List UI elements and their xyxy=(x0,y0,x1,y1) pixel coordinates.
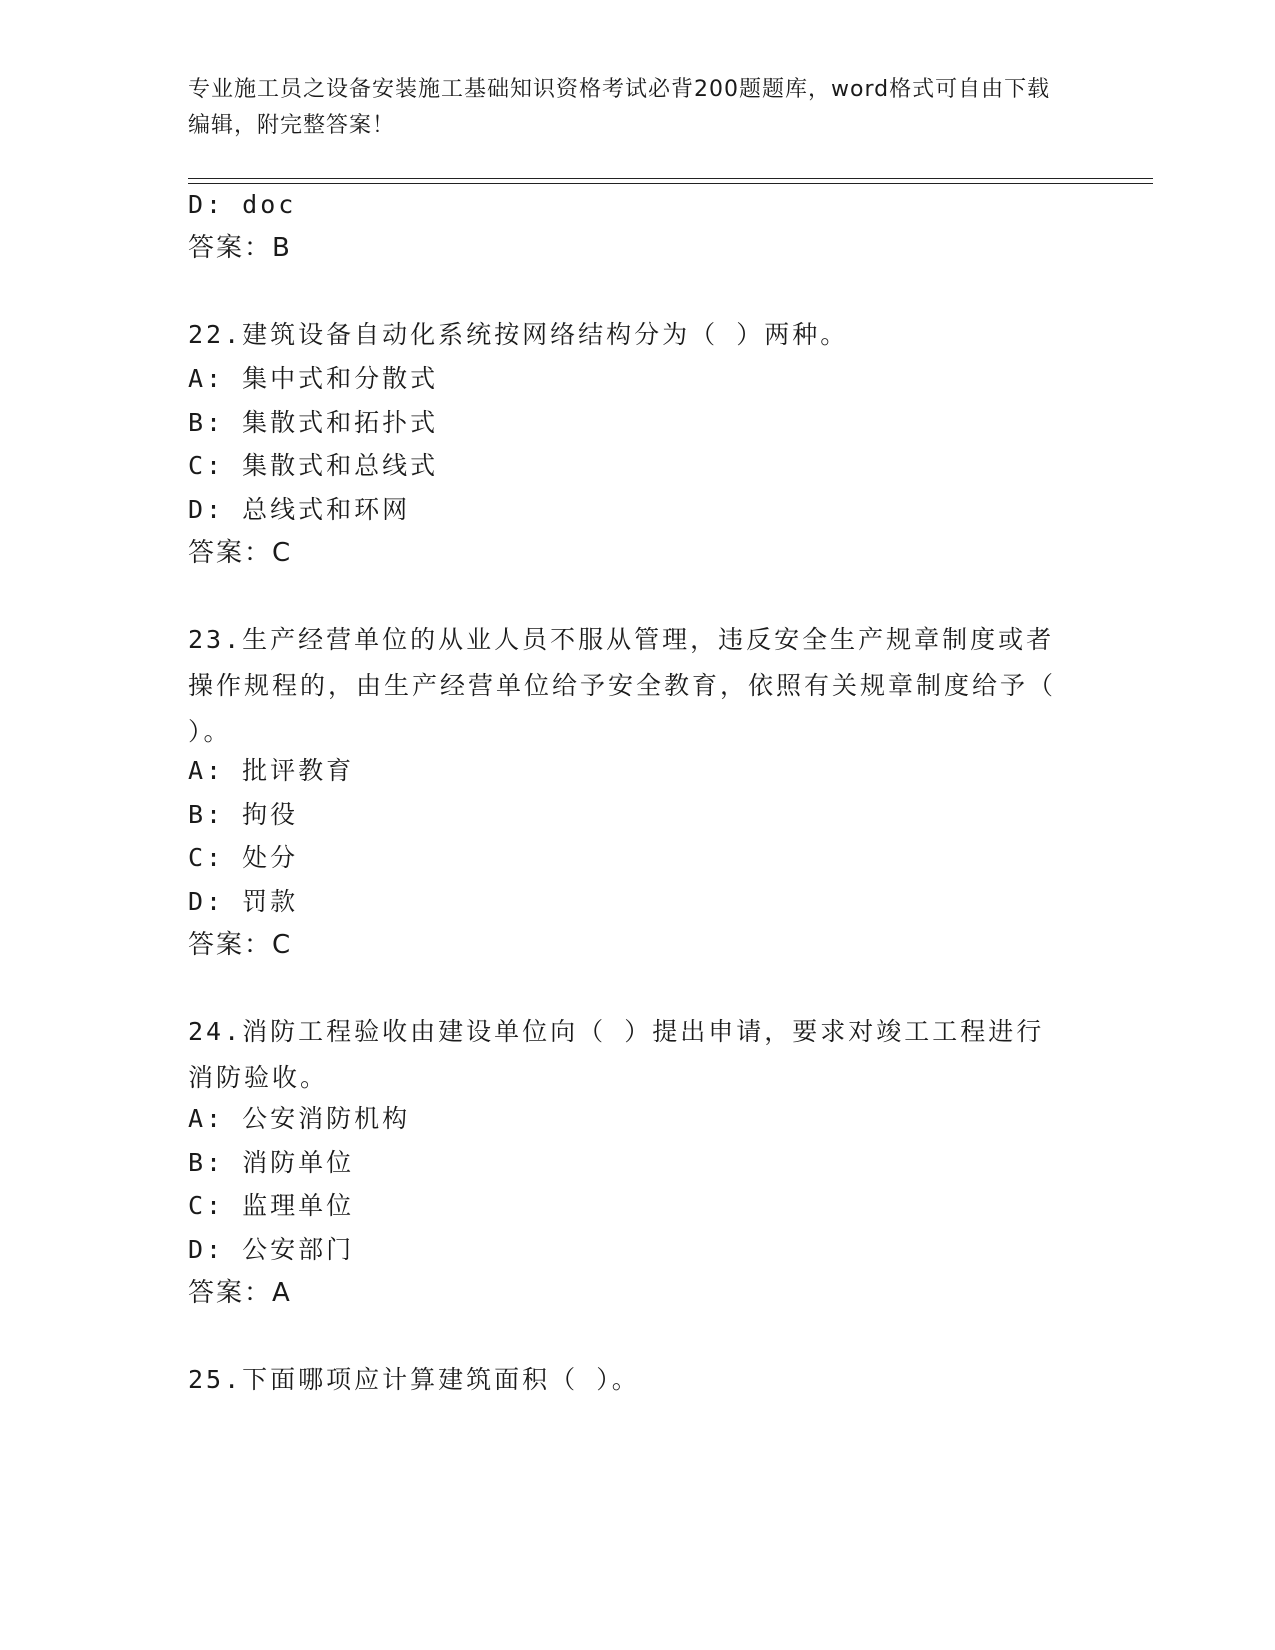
question-23-option-b: B: 拘役 xyxy=(188,800,299,829)
question-24-answer: 答案：A xyxy=(188,1278,292,1308)
question-22-answer: 答案：C xyxy=(188,538,293,568)
header-divider-bottom xyxy=(188,183,1153,184)
question-24-option-c: C: 监理单位 xyxy=(188,1191,355,1220)
question-22-stem: 22.建筑设备自动化系统按网络结构分为（ ）两种。 xyxy=(188,320,849,349)
question-24-stem: 24.消防工程验收由建设单位向（ ）提出申请，要求对竣工工程进行消防验收。 xyxy=(188,1017,1045,1092)
prev-answer: 答案：B xyxy=(188,233,292,263)
question-23-option-c: C: 处分 xyxy=(188,843,299,872)
question-24-option-b: B: 消防单位 xyxy=(188,1148,355,1177)
question-22-option-d: D: 总线式和环网 xyxy=(188,495,411,524)
question-22-option-a: A: 集中式和分散式 xyxy=(188,364,439,393)
question-22-option-c: C: 集散式和总线式 xyxy=(188,451,439,480)
question-25-stem: 25.下面哪项应计算建筑面积（ ）。 xyxy=(188,1365,640,1394)
question-23-option-a: A: 批评教育 xyxy=(188,756,355,785)
question-24-option-a: A: 公安消防机构 xyxy=(188,1104,411,1133)
question-23-answer: 答案：C xyxy=(188,930,293,960)
document-header-title: 专业施工员之设备安装施工基础知识资格考试必背200题题库，word格式可自由下载编辑，附完整答案！ xyxy=(188,77,1051,138)
prev-option-d: D: doc xyxy=(188,190,297,219)
header-divider-top xyxy=(188,178,1153,179)
question-23-stem: 23.生产经营单位的从业人员不服从管理，违反安全生产规章制度或者操作规程的，由生产经营单位给予安全教育，依照有关规章制度给予（ ）。 xyxy=(188,625,1057,746)
question-23-option-d: D: 罚款 xyxy=(188,887,299,916)
question-22-option-b: B: 集散式和拓扑式 xyxy=(188,408,439,437)
question-24-option-d: D: 公安部门 xyxy=(188,1235,355,1264)
